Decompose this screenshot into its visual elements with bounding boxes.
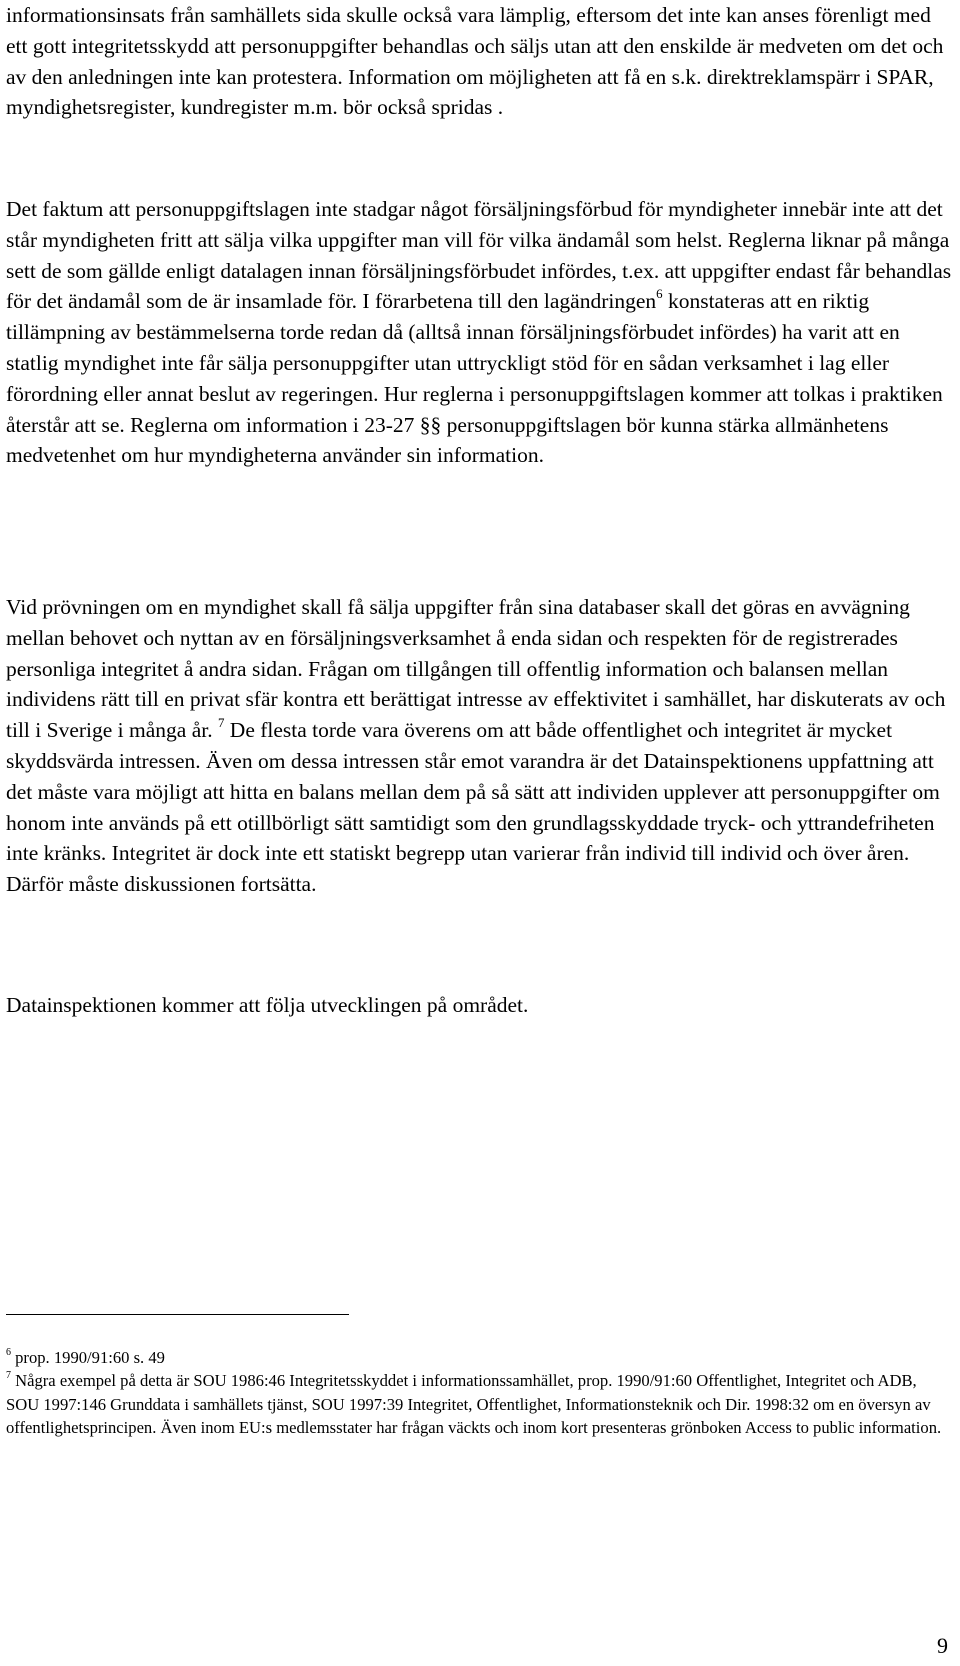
paragraph-2-text-part-2: konstateras att en riktig tillämpning av bestämmelserna torde redan då (alltså innan försäljningsförbudet infördes) ha varit att en statlig myndighet inte får sälja personuppgifter utan uttryckligt stöd för en sådan verksamhet i lag eller förordning eller annat beslut av regeringen. Hur reglerna i personuppgiftslagen kommer att tolkas i praktiken återstår att se. Reglerna om information i 23-27 §§ personuppgiftslagen bör kunna stärka allmänhetens medvetenhet om hur myndigheterna använder sin information.	[6, 289, 943, 468]
paragraph-1-text: informationsinsats från samhällets sida skulle också vara lämplig, eftersom det inte kan anses förenligt med ett gott integritetsskydd att personuppgifter behandlas och säljs utan att den enskilde är medveten om det och av den anledningen inte kan protestera. Information om möjligheten att få en s.k. direktreklamspärr i SPAR, myndighetsregister, kundregister m.m. bör också spridas .	[6, 3, 944, 120]
footnote-6-text: prop. 1990/91:60 s. 49	[10, 1348, 165, 1367]
footnote-separator	[6, 1314, 349, 1315]
footnote-ref-6[interactable]: 6	[656, 287, 663, 302]
paragraph-3-text-part-1: Vid prövningen om en myndighet skall få sälja uppgifter från sina databaser skall det göras en avvägning mellan behovet och nyttan av en försäljningsverksamhet å enda sidan och respekten för de registrerades personliga integritet å andra sidan. Frågan om tillgången till offentlig information och balansen mellan individens rätt till en privat sfär kontra ett berättigat intresse av effektivitet i samhället, har diskuterats av och till i Sverige i många år.	[6, 595, 946, 743]
paragraph-3	[6, 592, 954, 900]
page-number: 9	[937, 1633, 948, 1658]
paragraph-4	[6, 990, 954, 1021]
footnote-ref-7[interactable]: 7	[217, 716, 225, 731]
paragraph-1	[6, 0, 954, 123]
footnote-7-number: 7	[6, 1369, 11, 1381]
footnote-7	[6, 1369, 954, 1440]
paragraph-3-text-part-2: De flesta torde vara överens om att både offentlighet och integritet är mycket skyddsvärda intressen. Även om dessa intressen står emot varandra är det Datainspektionens uppfattning att det måste vara möjligt att hitta en balans mellan dem på så sätt att individen upplever att personuppgifter om honom inte används på ett otillbörligt sätt samtidigt som den grundlagsskyddade tryck- och yttrandefriheten inte kränks. Integritet är dock inte ett statiskt begrepp utan varierar från individ till individ och över åren. Därför måste diskussionen fortsätta.	[6, 718, 940, 897]
paragraph-2-text-part-1: Det faktum att personuppgiftslagen inte stadgar något försäljningsförbud för myndigheter innebär inte att det står myndigheten fritt att sälja vilka uppgifter man vill för vilka ändamål som helst. Reglerna liknar på många sett de som gällde enligt datalagen innan försäljningsförbudet infördes, t.ex. att uppgifter endast får behandlas för det ändamål som de är insamlade för. I förarbetena till den lagändringen	[6, 197, 952, 314]
footnote-6-number: 6	[6, 1346, 11, 1358]
footnote-7-text: Några exempel på detta är SOU 1986:46 Integritetsskyddet i informationssamhället, prop. 1990/91:60 Offentlighet, Integritet och ADB, SOU 1997:146 Grunddata i samhällets tjänst, SOU 1997:39 Integritet, Offentlighet, Informationsteknik och Dir. 1998:32 om en översyn av offentlighetsprincipen. Även inom EU:s medlemsstater har frågan väckts och inom kort presenteras grönboken Access to public information.	[6, 1371, 942, 1438]
footnote-6	[6, 1346, 954, 1370]
paragraph-4-text: Datainspektionen kommer att följa utvecklingen på området.	[6, 993, 529, 1017]
paragraph-2	[6, 194, 954, 471]
